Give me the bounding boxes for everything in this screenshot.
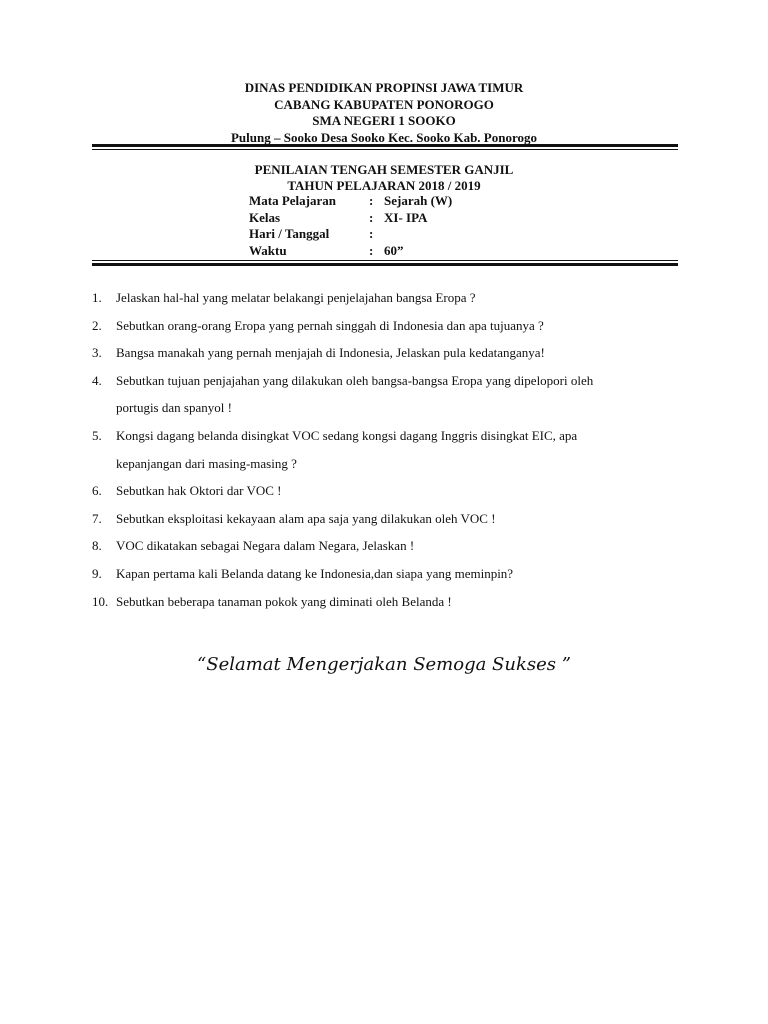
closing-message: “Selamat Mengerjakan Semoga Sukses ” bbox=[197, 654, 571, 675]
question-text: Sebutkan tujuan penjajahan yang dilakukan oleh bangsa-bangsa Eropa yang dipelopori oleh bbox=[116, 372, 594, 388]
header-agency: DINAS PENDIDIKAN PROPINSI JAWA TIMUR bbox=[244, 80, 524, 95]
question-item bbox=[92, 483, 682, 511]
question-item bbox=[92, 594, 682, 622]
question-item bbox=[92, 345, 682, 373]
question-text: Sebutkan eksploitasi kekayaan alam apa saja yang dilakukan oleh VOC ! bbox=[116, 510, 496, 526]
question-continuation bbox=[92, 400, 682, 428]
info-colon: : bbox=[369, 242, 374, 258]
header-divider-top bbox=[92, 144, 678, 150]
info-colon: : bbox=[369, 226, 374, 241]
question-number: 10. bbox=[92, 593, 109, 609]
question-text: Bangsa manakah yang pernah menjajah di Indonesia, Jelaskan pula kedatanganya! bbox=[116, 345, 545, 361]
question-list bbox=[92, 290, 682, 621]
question-text: Kongsi dagang belanda disingkat VOC sedang kongsi dagang Inggris disingkat EIC, apa bbox=[116, 427, 578, 443]
question-text: Sebutkan hak Oktori dar VOC ! bbox=[116, 483, 282, 499]
question-number: 6. bbox=[92, 483, 102, 499]
question-item bbox=[92, 318, 682, 346]
question-text: Sebutkan beberapa tanaman pokok yang diminati oleh Belanda ! bbox=[116, 593, 452, 609]
question-item bbox=[92, 538, 682, 566]
exam-heading bbox=[0, 162, 768, 194]
info-colon: : bbox=[369, 193, 374, 208]
question-item bbox=[92, 290, 682, 318]
question-text: kepanjangan dari masing-masing ? bbox=[116, 455, 297, 471]
question-item bbox=[92, 566, 682, 594]
question-text: portugis dan spanyol ! bbox=[116, 400, 232, 416]
question-text: VOC dikatakan sebagai Negara dalam Negara, Jelaskan ! bbox=[116, 538, 415, 554]
header-school: SMA NEGERI 1 SOOKO bbox=[312, 113, 456, 128]
question-text: Sebutkan orang-orang Eropa yang pernah singgah di Indonesia dan apa tujuanya ? bbox=[116, 317, 544, 333]
info-value: 60” bbox=[384, 242, 404, 258]
question-number: 2. bbox=[92, 317, 102, 333]
info-label: Mata Pelajaran bbox=[249, 193, 337, 208]
header-divider-bottom bbox=[92, 260, 678, 266]
question-item bbox=[92, 373, 682, 401]
info-colon: : bbox=[369, 209, 374, 225]
question-number: 3. bbox=[92, 345, 102, 361]
question-item bbox=[92, 511, 682, 539]
question-number: 4. bbox=[92, 372, 102, 388]
question-number: 8. bbox=[92, 538, 102, 554]
exam-year: TAHUN PELAJARAN 2018 / 2019 bbox=[287, 178, 481, 193]
question-number: 9. bbox=[92, 565, 102, 581]
header-branch: CABANG KABUPATEN PONOROGO bbox=[274, 96, 494, 112]
question-text: Jelaskan hal-hal yang melatar belakangi penjelajahan bangsa Eropa ? bbox=[116, 290, 476, 305]
info-label: Hari / Tanggal bbox=[249, 226, 330, 241]
question-number: 1. bbox=[92, 290, 102, 305]
header-address: Pulung – Sooko Desa Sooko Kec. Sooko Kab. Ponorogo bbox=[230, 129, 538, 145]
info-label: Waktu bbox=[249, 242, 287, 258]
question-text: Kapan pertama kali Belanda datang ke Indonesia,dan siapa yang meminpin? bbox=[116, 565, 514, 581]
question-continuation bbox=[92, 456, 682, 484]
question-number: 5. bbox=[92, 427, 102, 443]
question-number: 7. bbox=[92, 510, 102, 526]
info-value: Sejarah (W) bbox=[384, 193, 453, 208]
question-item bbox=[92, 428, 682, 456]
school-header bbox=[0, 80, 768, 146]
info-label: Kelas bbox=[249, 209, 281, 225]
exam-title: PENILAIAN TENGAH SEMESTER GANJIL bbox=[254, 162, 514, 177]
info-value: XI- IPA bbox=[384, 209, 428, 225]
